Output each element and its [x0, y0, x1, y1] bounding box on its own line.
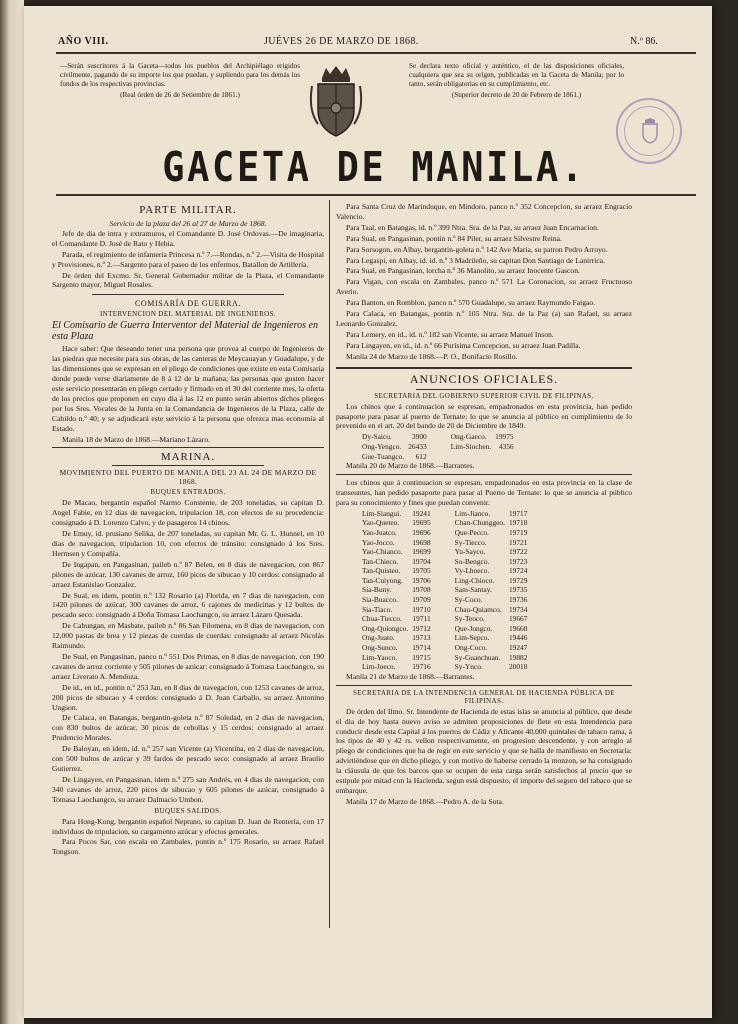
chinese-name: Lim-Jianco.: [454, 508, 491, 518]
comisaria-heading: COMISARÍA DE GUERRA.: [134, 299, 241, 309]
register-number: 19667: [508, 614, 528, 624]
register-number: 19699: [412, 547, 431, 557]
military-line-2: Parada, el regimiento de infantería Princesa n.º 7.—Rondas, n.º 2.—Visita de Hospital y Provisiones, n.º 2.—Sargento para el paseo de los enfermos, Batallon de Artillería.: [52, 249, 324, 269]
departure-1: Para Hong-Kong, bergantin español Neptuno, su capitan D. Juan de Rentería, con 17 individuos de tripulacion, su cargamento azúcar y efectos generales.: [52, 816, 324, 836]
chinese-name: Lim-Yaoco.: [362, 652, 398, 662]
notice-2-table: [360, 509, 529, 672]
register-number: 19696: [412, 527, 431, 537]
secretaria-heading: SECRETARIA DEL GOBIERNO SUPERIOR CIVIL DE FILIPINAS.: [374, 391, 594, 400]
notice-2-body: Los chinos que á continuacion se espresan, empadronados en esta provincia en la clase de transeuntes, han pedido pasaporte para pasar al Puerto de Ternate: lo que se anuncia al público para su conocimiento y fines que puedan convenir.: [336, 478, 632, 507]
register-number: 19706: [412, 575, 431, 585]
register-number: 19711: [412, 614, 431, 624]
table-row: [360, 442, 516, 452]
table-row: [360, 509, 529, 519]
register-number: 19723: [508, 556, 528, 566]
left-column: [52, 200, 324, 858]
register-number: 19975: [495, 432, 514, 442]
entry-10: De Lingayen, en Pangasinan, idem n.º 275 san Andrés, en 4 dias de navegacion, con 340 cavanes de arroz, 220 picos de sibucao y 605 pilones de azúcar, consignado á Tomasa Laochangco, su arraez Dalmacio Umbon.: [52, 774, 324, 804]
chinese-name: Yao-Juatco.: [362, 527, 397, 537]
table-row: [360, 432, 516, 442]
register-number: 19719: [508, 527, 528, 537]
register-number: 19241: [412, 508, 431, 518]
departure-4: Para Taal, en Batangas, id. n.º 399 Ntra. Sra. de la Paz, su arraez Juan Encarnacion.: [346, 222, 599, 232]
chinese-name: Tan-Cuiyong.: [362, 575, 403, 585]
marina-signature: Manila 24 de Marzo de 1868.—P. O., Bonifacio Rosillo.: [346, 351, 518, 361]
chinese-name: Lim-Sepco.: [454, 633, 490, 643]
coat-of-arms-icon: [308, 64, 364, 140]
divider: [52, 447, 324, 448]
notice-1-body: Los chinos que á continuacion se espresan, empadronados en esta provincia, han pedido pasaporte para pasar al puerto de Ternate: lo que se anuncia al público en cumplimiento de lo prevenido en el art. 20 del bando de 20 de Diciembre de 1849.: [336, 401, 632, 431]
entry-6: De Sual, en Pangasinan, panco n.º 551 Dos Primas, en 8 dias de navegacion, con 190 cavanes de arroz corriente y 505 pilones de azúcar: consignado á Tomasa Laochangco, su arraez Liverato A. Mendoza.: [52, 652, 324, 681]
register-number: 19722: [508, 547, 528, 557]
column-divider: [329, 200, 330, 928]
departure-12: Para Lemery, en id., id. n.º 182 san Vicente, su arraez Manuel Inson.: [346, 329, 554, 339]
chinese-name: Chan-Chunggeo.: [454, 518, 505, 528]
entry-4: De Sual, en idem, pontin n.º 132 Rosario (a) Florida, en 7 dias de navegacion, con 1420 pilones de azúcar, 300 cavanes de arroz, 6 cajones de medicinas y 12 bultos de pescado seco: consignado á Doña Tomasa Laochangco, su arraez Lázaro Quesada.: [52, 590, 324, 620]
entry-8: De Calaca, en Batangas, bergantin-goleta n.º 87 Soledad, en 2 dias de navegacion, con 830 bultos de azúcar, 30 picos de cebollas y 15 cerdos: consignado al arraez Prudencio Morales.: [52, 713, 324, 743]
table-row: [360, 653, 529, 663]
notice-left: —Serán suscritores á la Gaceta—todos los pueblos del Archipiélago erigidos civilmente, pagando de su importe los que puedan, y supliendo para los demás los fondos de los respectivas provincias. (Real órden de 26 de Setiembre de 1861.): [60, 62, 300, 99]
table-row: [360, 662, 529, 672]
chinese-name: Yao-Chianco.: [362, 547, 403, 557]
comisaria-body: Hace saber: Que deseando tener una persona que provea al cuerpo de Ingenieros de las piedras que necesite para sus obras, de las canteras de Meycauayan y Guadalupe, y de las dimensiones que se expresan en el pliego de condiciones que existe en esta Comisaría donde puede verse diariamente de 8 á 12 de la mañana; las personas que gusten hacer este servicio presentarán en pliego cerrado y firmado en el 30 del corriente mes, la oferta de los precios que proponen en cuyo dia á las 12 en punto serán abiertos dichos pliegos por los Sres. Vocales de la Junta en la Comandancia de Ingenieros de la Plaza, calle de Cabildo n.º 40; y se adjudicará este servicio á la persona que ofrezca mas economía al Estado.: [52, 344, 324, 433]
comisaria-title: El Comisario de Guerra Interventor del Material de Ingenieros en esta Plaza: [52, 320, 318, 343]
entry-1: De Macao, bergantin español Narmo Constente, de 203 toneladas, su capitan D. Angel Fabie, en 12 dias de navegacion, tripulacion 18, con efectos de su procedencia: consignado á D. Lorenzo Calvo, y de pasageros 14 chinos.: [52, 498, 324, 528]
register-number: 19446: [508, 633, 528, 643]
table-row: [360, 614, 529, 624]
register-number: 19247: [508, 643, 528, 653]
divider: [112, 465, 264, 466]
register-number: 19695: [412, 518, 431, 528]
register-number: 19729: [508, 575, 528, 585]
register-number: 4356: [498, 441, 514, 451]
right-column: [336, 202, 632, 808]
table-row: [360, 643, 529, 653]
entry-7: De id., en id., pontin n.º 253 Jan, en 8 dias de navegacion, con 1253 cavanes de arroz, 200 picos de sibucao y 4 cerdos: consignado á D. Juan Carballo, su arraez Antonino Ungson.: [52, 682, 324, 712]
departure-3: Para Santa Cruz de Marinduque, en Mindoro, panco n.º 352 Concepcion, su arraez Engracio Valencio.: [336, 202, 632, 221]
chinese-name: Ong-Yengco.: [362, 441, 402, 451]
chinese-name: Sia-Buny.: [362, 585, 392, 595]
departure-5: Para Sual, en Pangasinan, pontin n.º 84 Piler, su arraez Silvestre Reina.: [346, 233, 562, 243]
military-line-3: De órden del Excmo. Sr. General Gobernador militar de la Plaza, el Comandante Sargento mayor, Miguel Rosales.: [52, 270, 324, 290]
divider: [92, 294, 284, 295]
entry-5: De Cabungan, en Masbate, paileb n.º 86 San Filomena, en 8 dias de navegacion, con 12,000 pastas de brea y 12 piezas de cuerdas de cuerdas: consignado al arraez Nicolás Raimundo.: [52, 621, 324, 651]
table-row: [360, 576, 529, 586]
chinese-name: Ong-Coco.: [454, 643, 488, 653]
table-row: [360, 557, 529, 567]
chinese-name: Yao-Queteo.: [362, 518, 400, 528]
stamp-shield-icon: [641, 118, 659, 144]
departed-heading: BUQUES SALIDOS.: [154, 806, 222, 815]
register-number: 19715: [412, 652, 431, 662]
marina-subheading: MOVIMIENTO DEL PUERTO DE MANILA DEL 23 AL 24 DE MARZO DE 1868.: [59, 468, 317, 487]
table-row: [360, 452, 516, 462]
register-number: 19736: [508, 595, 528, 605]
table-row: [360, 595, 529, 605]
register-number: 19716: [412, 662, 431, 672]
register-number: 19882: [508, 652, 528, 662]
chinese-name: Sy-Coco.: [454, 595, 483, 605]
comisaria-signature: Manila 18 de Marzo de 1868.—Mariano Lázaro.: [62, 434, 211, 444]
departure-11: Para Calaca, en Batangas, pontin n.º 105 Ntra. Sra. de la Paz (a) san Rafael, su arraez Leonardo Gonzalez.: [336, 309, 632, 328]
chinese-name: Ong-Juato.: [362, 633, 395, 643]
table-row: [360, 633, 529, 643]
departure-9: Para Vigan, con escala en Zambales, panco n.º 571 La Coronacion, su arraez Fructuoso Averio.: [336, 277, 632, 297]
chinese-name: Sy-Guanchuan.: [454, 652, 501, 662]
register-number: 19668: [508, 623, 528, 633]
chinese-name: Yao-Jocco.: [362, 537, 395, 547]
table-row: [360, 538, 529, 548]
chinese-name: Sam-Santay.: [454, 585, 492, 595]
register-number: 19712: [412, 623, 431, 633]
entry-9: De Baloyan, en idem, id. n.º 257 san Vicente (a) Vicentina, en 2 dias de navegacion, con 500 bultos de azúcar y 39 fardos de pescado seco: consignado al arraez Braulio Gutierrez.: [52, 744, 324, 773]
chinese-name: Que-Pecco.: [454, 527, 489, 537]
table-row: [360, 518, 529, 528]
entry-2: De Emuy, id. prusiano Selika, de 207 toneladas, su capitan Mr. G. L. Hunnel, en 10 dias de navegacion, tripulacion 10, con efectos de tránsito: consignado á los Sres. Hermsen y Compañía.: [52, 529, 324, 558]
chinese-name: Chau-Quiamco.: [454, 604, 502, 614]
chinese-name: [449, 452, 493, 462]
departure-13: Para Lingayen, en id., id. n.º 66 Purísima Concepcion, su arraez Juan Padilla.: [346, 340, 581, 350]
departure-6: Para Sorsogon, en Albay, bergantin-goleta n.º 142 Ave Maria, su patron Pedro Arroyo.: [346, 244, 608, 254]
table-row: [360, 624, 529, 634]
hacienda-heading: SECRETARIA DE LA INTENDENCIA GENERAL DE HACIENDA PÚBLICA DE FILIPINAS.: [353, 688, 615, 705]
table-row: [360, 547, 529, 557]
newspaper-sheet: [24, 6, 712, 1018]
chinese-name: Tan-Quisteo.: [362, 566, 401, 576]
register-number: 19709: [412, 595, 431, 605]
chinese-name: Sy-Tiecco.: [454, 537, 487, 547]
entered-heading: BUQUES ENTRADOS.: [150, 488, 226, 497]
register-number: 3900: [411, 432, 427, 442]
register-number: 19710: [412, 604, 431, 614]
chinese-name: Lim-Siochen.: [450, 441, 492, 451]
register-number: 612: [415, 451, 427, 461]
binding-spine: [0, 0, 24, 1024]
chinese-name: Dy-Saico.: [362, 432, 392, 442]
issue-date: JUÉVES 26 DE MARZO DE 1868.: [264, 36, 419, 47]
marina-heading: MARINA.: [160, 451, 216, 464]
volume: AÑO VIII.: [58, 36, 109, 47]
departure-10: Para Banton, en Romblon, panco n.º 570 Guadalupe, su arraez Raymundo Faigao.: [346, 298, 596, 308]
notice-left-ref: (Real órden de 26 de Setiembre de 1861.): [120, 91, 240, 99]
announcements-heading: ANUNCIOS OFICIALES.: [409, 371, 559, 386]
newspaper-title: GACETA DE MANILA.: [162, 143, 586, 191]
military-service: Servicio de la plaza del 26 al 27 de Marzo de 1868.: [109, 219, 267, 228]
top-rule: [56, 52, 696, 54]
table-row: [360, 585, 529, 595]
notice-2-signature: Manila 21 de Marzo de 1868.—Barrantes.: [346, 671, 475, 681]
chinese-name: Ong-Sunco.: [362, 643, 398, 653]
chinese-name: Sia-Tiaco.: [362, 604, 393, 614]
departure-2: Para Pocos Sar, con escala en Zambales, pontin n.º 175 Rosario, su arraez Rafael Tongson.: [52, 837, 324, 857]
departure-8: Para Sual, en Pangasinan, lorcha n.º 36 Manolito, su arraez Inocente Gascon.: [346, 266, 580, 276]
divider: [336, 685, 632, 686]
register-number: 20018: [508, 662, 528, 672]
register-number: 19718: [508, 518, 528, 528]
chinese-name: So-Bengco.: [454, 556, 490, 566]
chinese-name: Vy-Lhoeco.: [454, 566, 490, 576]
notice-right-ref: (Superior decreto de 20 de Febrero de 1861.): [451, 91, 582, 99]
notice-1-table: [360, 432, 516, 461]
divider: [416, 389, 552, 390]
notice-1-signature: Manila 20 de Marzo de 1868.—Barrantes.: [346, 461, 475, 471]
register-number: 19735: [508, 585, 528, 595]
register-number: 19705: [412, 566, 431, 576]
divider: [336, 474, 632, 475]
notice-right: Se declara texto oficial y auténtico, el de las disposiciones oficiales, cualquiera que sea su orígen, publicadas en la Gaceta de Manila; por lo tanto, serán obligatorias en su cumplimiento, etc. (Superior decreto de 20 de Febrero de 1861.): [409, 62, 624, 99]
chinese-name: Gue-Tuangco.: [362, 451, 405, 461]
chinese-name: Tan-Chieco.: [362, 556, 399, 566]
register-number: 19698: [412, 537, 431, 547]
comisaria-subheading: INTERVENCION DEL MATERIAL DE INGENIEROS.: [99, 310, 277, 319]
hacienda-signature: Manila 17 de Marzo de 1868.—Pedro A. de la Sota.: [346, 796, 504, 806]
title-rule: [56, 194, 696, 196]
table-row: [360, 566, 529, 576]
chinese-name: Yu-Sayco.: [454, 547, 486, 557]
chinese-name: Sia-Buacco.: [362, 595, 398, 605]
register-number: 26433: [408, 441, 427, 451]
register-number: 19734: [508, 604, 528, 614]
chinese-name: Lim-Joeco.: [362, 662, 396, 672]
chinese-name: Ong-Quiongco.: [362, 623, 409, 633]
hacienda-body: De órden del Ilmo. Sr. Intendente de Hacienda de estas islas se anuncia al público, que desde el dia de hoy hasta nuevo aviso se admiten proposiciones de flete en esta Intendencia para conducir desde esta Capital á los puertos de Cádiz y Alicante 40,000 quintales de tabaco rama, á los tipos de 40 y 42 rs. vellon respectivamente, en progresion descendente, y con arreglo al pliego de condiciones que ha de regir en este servicio y que se halla de manifiesto en Secretaría: advirtiéndose que en dicho pliego, y con motivo de haberse cerrado la monzon, se ha consignado la cláusula de que los barcos que se ocupen de esta carga serán satisfechos al precio que se estipule por mitad con la Hacienda, segun está dispuesto, el importe del seguro del tabaco que se embarque.: [336, 706, 632, 795]
chinese-name: Ling-Chioco.: [454, 575, 495, 585]
issue-number: N.º 86.: [630, 36, 658, 47]
chinese-name: Que-Jongco.: [454, 623, 493, 633]
register-number: 19721: [508, 537, 528, 547]
chinese-name: Sy-Teoco.: [454, 614, 485, 624]
table-row: [360, 528, 529, 538]
departure-7: Para Legaspi, en Albay, id. id. n.º 3 Madrileño, su capitan Don Santiago de Lanirrica.: [346, 255, 605, 265]
register-number: 19713: [412, 633, 431, 643]
entry-3: De Ingapan, en Pangasinan, paileb n.º 87 Belen, en 8 dias de navegacion, con 867 pilones de azúcar, 130 cavanes de arroz, 160 picos de sibucao y 10 cerdos: consignado al arraez Estanislao Gonzalez.: [52, 559, 324, 589]
chinese-name: Chua-Tiecco.: [362, 614, 402, 624]
military-line-1: Jefe de dia de intra y extramuros, el Comandante D. José Ordovas.—De imaginaria, el Comandante D. José de Rato y Hebia.: [52, 228, 324, 248]
chinese-name: Ong-Gaeco.: [450, 432, 487, 442]
register-number: 19708: [412, 585, 431, 595]
register-number: 19714: [412, 643, 431, 653]
chinese-name: Lim-Siangui.: [362, 508, 402, 518]
register-number: 19704: [412, 556, 431, 566]
chinese-name: Sy-Ynco.: [454, 662, 483, 672]
register-number: [493, 452, 515, 462]
military-heading: PARTE MILITAR.: [139, 204, 237, 216]
register-number: 19724: [508, 566, 528, 576]
table-row: [360, 605, 529, 615]
register-number: 19717: [508, 508, 528, 518]
divider: [336, 367, 632, 369]
